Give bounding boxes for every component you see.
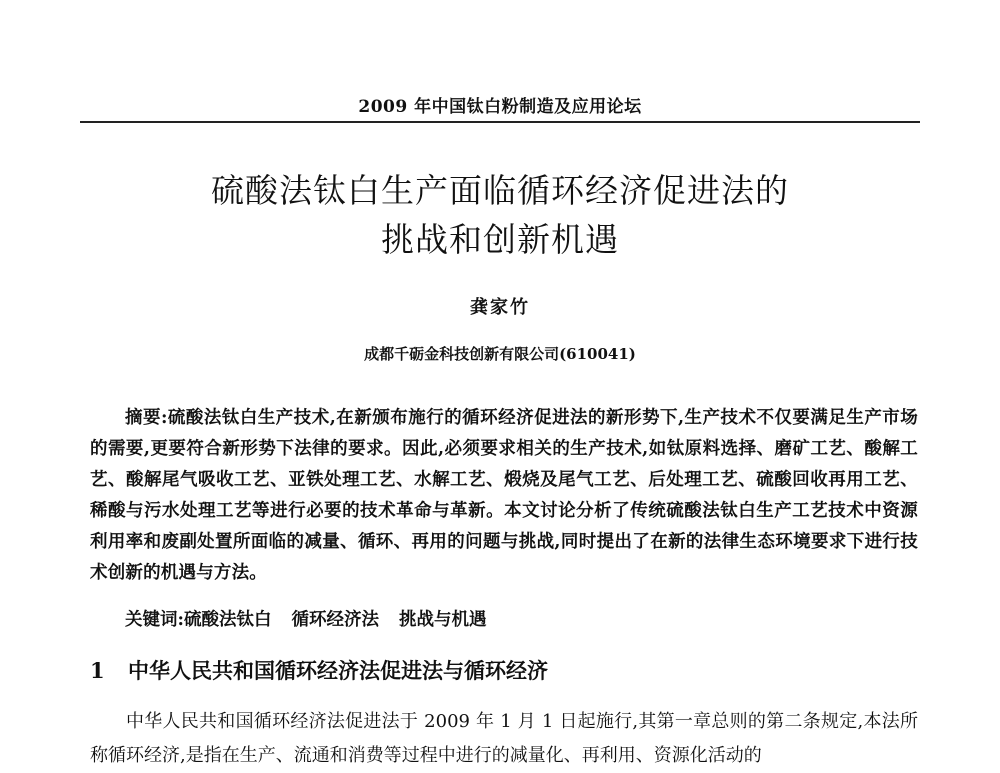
abstract-text: 硫酸法钛白生产技术,在新颁布施行的循环经济促进法的新形势下,生产技术不仅要满足生产市场的需要,更要符合新形势下法律的要求。因此,必须要求相关的生产技术,如钛原料选择、磨矿工艺、酸解工艺、酸解尾气吸收工艺、亚铁处理工艺、水解工艺、煅烧及尾气工艺、后处理工艺、硫酸回收再用工艺、稀酸与污水处理工艺等进行必要的技术革命与革新。本文讨论分析了传统硫酸法钛白生产工艺技术中资源利用率和废副处置所面临的减量、循环、再用的问题与挑战,同时提出了在新的法律生态环境要求下进行技术创新的机遇与方法。 [90,408,918,583]
section-number: 1 [90,658,105,683]
author-affiliation: 成都千砺金科技创新有限公司(610041) [364,345,636,363]
keywords-label: 关键词: [125,610,184,630]
keyword-item: 循环经济法 [291,610,379,630]
keyword-item: 硫酸法钛白 [183,610,272,630]
author-name: 龚家竹 [470,297,530,318]
paper-title-line-1: 硫酸法钛白生产面临循环经济促进法的 [211,171,789,210]
paper-title-line-2: 挑战和创新机遇 [381,220,619,259]
keywords [125,606,486,631]
section-heading [90,655,548,685]
abstract-label: 摘要: [125,408,168,428]
running-header: 2009 年中国钛白粉制造及应用论坛 [358,97,642,117]
abstract [90,403,918,589]
keyword-item: 挑战与机遇 [398,610,487,630]
section-title: 中华人民共和国循环经济法促进法与循环经济 [128,659,548,683]
header-rule [80,121,920,123]
body-paragraph: 中华人民共和国循环经济法促进法于 2009 年 1 月 1 日起施行,其第一章总则的第二条规定,本法所称循环经济,是指在生产、流通和消费等过程中进行的减量化、再利用、资源化活动的 [90,711,918,766]
